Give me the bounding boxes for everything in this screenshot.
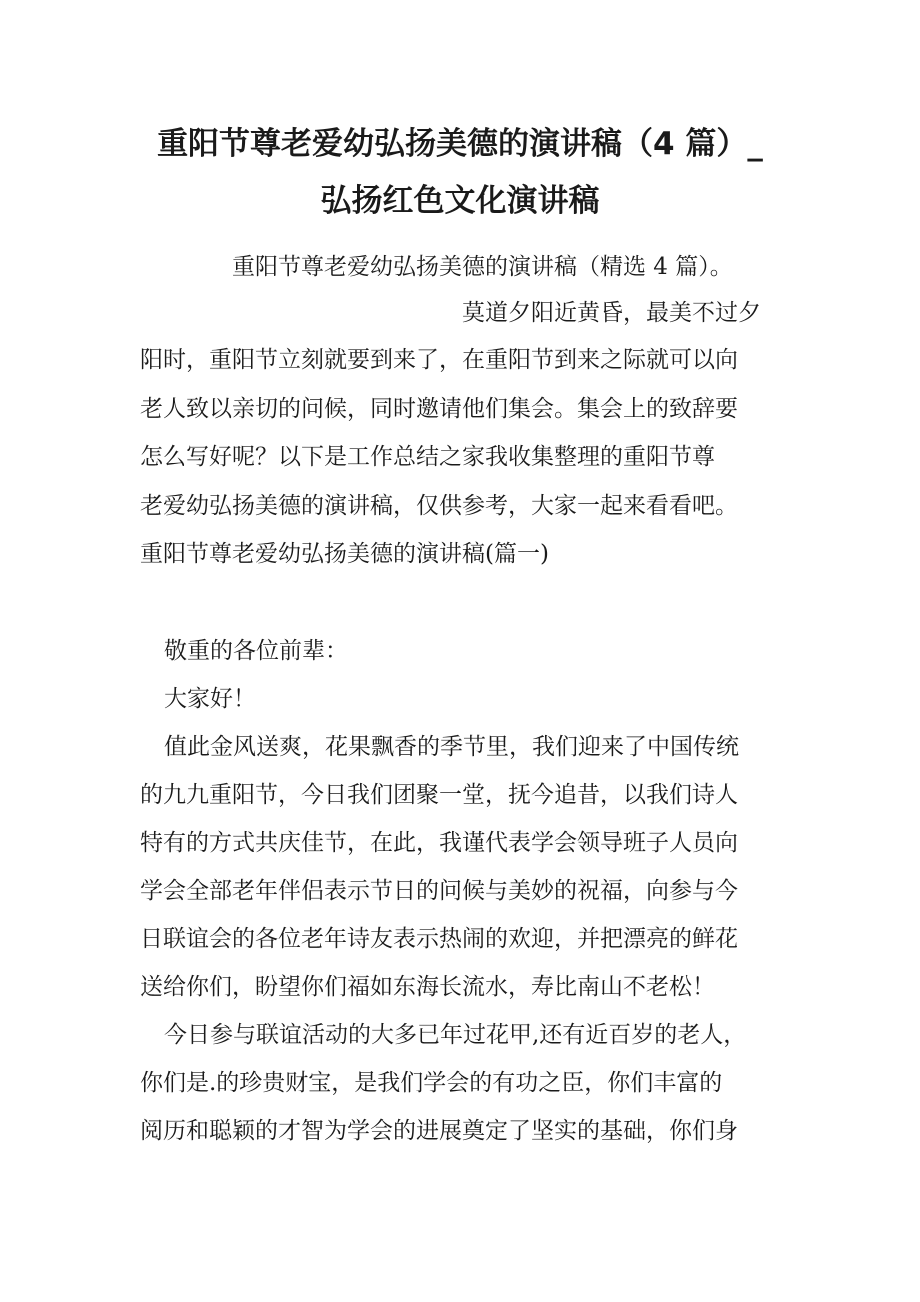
para1-line-4: 学会全部老年伴侣表示节日的问候与美妙的祝福，向参与今 (140, 878, 738, 904)
para2-line-1: 今日参与联谊活动的大多已年过花甲,还有近百岁的老人， (164, 1022, 747, 1048)
intro-line-1: 莫道夕阳近黄昏，最美不过夕 (462, 300, 761, 326)
document-title-line-1: 重阳节尊老爱幼弘扬美德的演讲稿（4 篇）_ (157, 126, 763, 162)
speech-salutation: 敬重的各位前辈： (164, 638, 348, 664)
para2-line-3: 阅历和聪颖的才智为学会的进展奠定了坚实的基础，你们身 (140, 1118, 738, 1144)
para2-line-2: 你们是.的珍贵财宝，是我们学会的有功之臣，你们丰富的 (140, 1070, 723, 1096)
para1-line-2: 的九九重阳节，今日我们团聚一堂，抚今追昔，以我们诗人 (140, 782, 738, 808)
intro-line-4: 怎么写好呢？以下是工作总结之家我收集整理的重阳节尊 (140, 444, 715, 470)
intro-line-5: 老爱幼弘扬美德的演讲稿，仅供参考，大家一起来看看吧。 (140, 493, 738, 519)
para1-line-1: 值此金风送爽，花果飘香的季节里，我们迎来了中国传统 (164, 734, 739, 760)
intro-line-2: 阳时，重阳节立刻就要到来了，在重阳节到来之际就可以向 (140, 347, 738, 373)
para1-line-6: 送给你们，盼望你们福如东海长流水，寿比南山不老松！ (140, 974, 715, 1000)
intro-line-3: 老人致以亲切的问候，同时邀请他们集会。集会上的致辞要 (140, 396, 738, 422)
section-heading: 重阳节尊老爱幼弘扬美德的演讲稿(篇一) (140, 541, 549, 567)
para1-line-3: 特有的方式共庆佳节，在此，我谨代表学会领导班子人员向 (140, 830, 738, 856)
speech-greeting: 大家好！ (164, 686, 256, 712)
intro-subtitle: 重阳节尊老爱幼弘扬美德的演讲稿（精选 4 篇）。 (232, 254, 733, 280)
document-title-line-2: 弘扬红色文化演讲稿 (320, 183, 600, 219)
para1-line-5: 日联谊会的各位老年诗友表示热闹的欢迎，并把漂亮的鲜花 (140, 926, 738, 952)
